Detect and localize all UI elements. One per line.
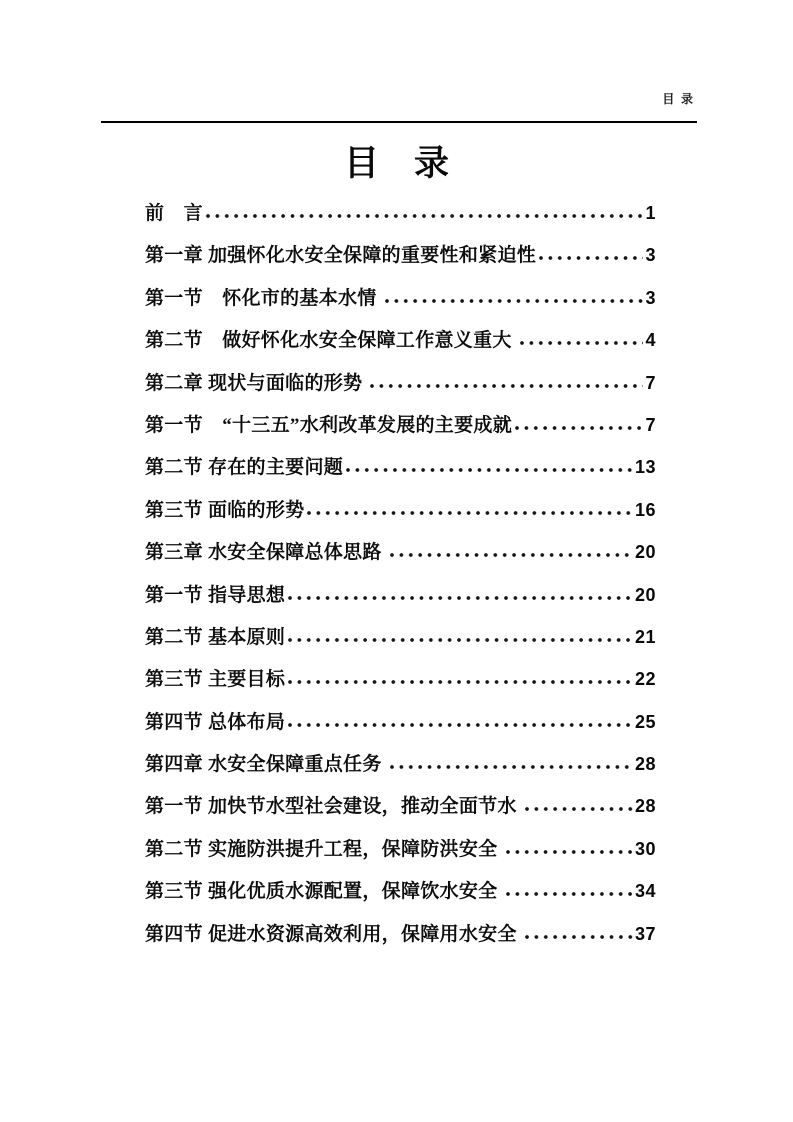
toc-page-number: 3: [645, 287, 656, 308]
toc-entry-label: 第二节 实施防洪提升工程，保障防洪安全: [145, 838, 503, 860]
toc-entry[interactable]: [145, 580, 656, 606]
toc-page-number: 21: [634, 626, 656, 647]
toc-entry[interactable]: [145, 495, 656, 521]
toc-page-number: 3: [645, 245, 656, 266]
toc-entry[interactable]: [145, 198, 656, 224]
toc-dot-leader: [286, 626, 633, 643]
toc-entry-label: 第一节 加快节水型社会建设，推动全面节水: [145, 796, 522, 818]
toc-entry[interactable]: [145, 368, 656, 394]
running-header-title: 目 录: [662, 92, 693, 106]
toc-entry-label: 第四章 水安全保障重点任务: [145, 754, 387, 776]
toc-dot-leader: [305, 499, 633, 516]
toc-entry-label: 第二章 现状与面临的形势: [145, 372, 368, 394]
toc-entry[interactable]: [145, 919, 656, 945]
toc-entry[interactable]: [145, 834, 656, 860]
toc-dot-leader: [286, 668, 633, 685]
toc-page-number: 20: [634, 542, 656, 563]
header-rule: [101, 121, 697, 123]
toc-entry-label: 第四节 促进水资源高效利用，保障用水安全: [145, 923, 522, 945]
toc-entry[interactable]: [145, 283, 656, 309]
toc-page-number: 34: [634, 881, 656, 902]
toc-entry[interactable]: [145, 325, 656, 352]
toc-page-number: 20: [634, 584, 656, 605]
toc-entry-label: 第三节 面临的形势: [145, 499, 305, 521]
toc-entry-label: 第三章 水安全保障总体思路: [145, 542, 387, 564]
toc-entry[interactable]: [145, 622, 656, 648]
toc-dot-leader: [388, 753, 633, 770]
toc-dot-leader: [383, 287, 644, 304]
toc-page-number: 22: [634, 669, 656, 690]
toc-page-number: 7: [645, 414, 656, 435]
toc-entry[interactable]: [145, 707, 656, 733]
toc-dot-leader: [368, 372, 643, 389]
toc-entry[interactable]: [145, 664, 656, 691]
toc-list: [145, 198, 656, 961]
toc-page-number: 7: [645, 372, 656, 393]
toc-dot-leader: [523, 923, 633, 940]
toc-entry-label: 第一章 加强怀化水安全保障的重要性和紧迫性: [145, 245, 537, 267]
toc-entry-label: 第二节 基本原则: [145, 626, 286, 648]
toc-entry-label: 第一节 指导思想: [145, 584, 286, 606]
toc-dot-leader: [204, 202, 644, 219]
toc-page-number: 16: [634, 499, 656, 520]
toc-entry[interactable]: [145, 240, 656, 267]
toc-entry-label: 第一节 “十三五”水利改革发展的主要成就: [145, 414, 513, 436]
toc-page-number: 25: [634, 711, 656, 732]
toc-dot-leader: [286, 584, 633, 601]
toc-page-number: 1: [645, 203, 656, 223]
toc-entry[interactable]: [145, 749, 656, 776]
toc-dot-leader: [286, 711, 633, 728]
toc-entry[interactable]: [145, 537, 656, 564]
toc-dot-leader: [513, 414, 643, 431]
toc-page-number: 4: [645, 330, 656, 351]
toc-entry-label: 第二节 做好怀化水安全保障工作意义重大: [145, 330, 517, 352]
toc-page-number: 13: [634, 457, 656, 478]
toc-dot-leader: [504, 838, 633, 855]
toc-entry-label: 第三节 强化优质水源配置，保障饮水安全: [145, 881, 503, 903]
toc-entry[interactable]: [145, 410, 656, 436]
toc-page-number: 28: [634, 796, 656, 817]
toc-page-number: 30: [634, 838, 656, 859]
toc-entry[interactable]: [145, 876, 656, 903]
toc-entry[interactable]: [145, 791, 656, 818]
toc-page-number: 28: [634, 754, 656, 775]
toc-dot-leader: [344, 456, 633, 473]
toc-dot-leader: [523, 795, 633, 812]
toc-page-number: 37: [634, 923, 656, 944]
toc-dot-leader: [504, 880, 633, 897]
toc-entry-label: 第二节 存在的主要问题: [145, 457, 344, 479]
toc-entry-label: 前 言: [145, 203, 203, 224]
page-title: 目 录: [343, 144, 449, 183]
toc-dot-leader: [388, 541, 633, 558]
toc-entry-label: 第四节 总体布局: [145, 711, 286, 733]
toc-entry-label: 第三节 主要目标: [145, 669, 286, 691]
toc-entry[interactable]: [145, 452, 656, 479]
toc-dot-leader: [537, 244, 643, 261]
toc-entry-label: 第一节 怀化市的基本水情: [145, 287, 382, 309]
toc-dot-leader: [518, 329, 644, 346]
